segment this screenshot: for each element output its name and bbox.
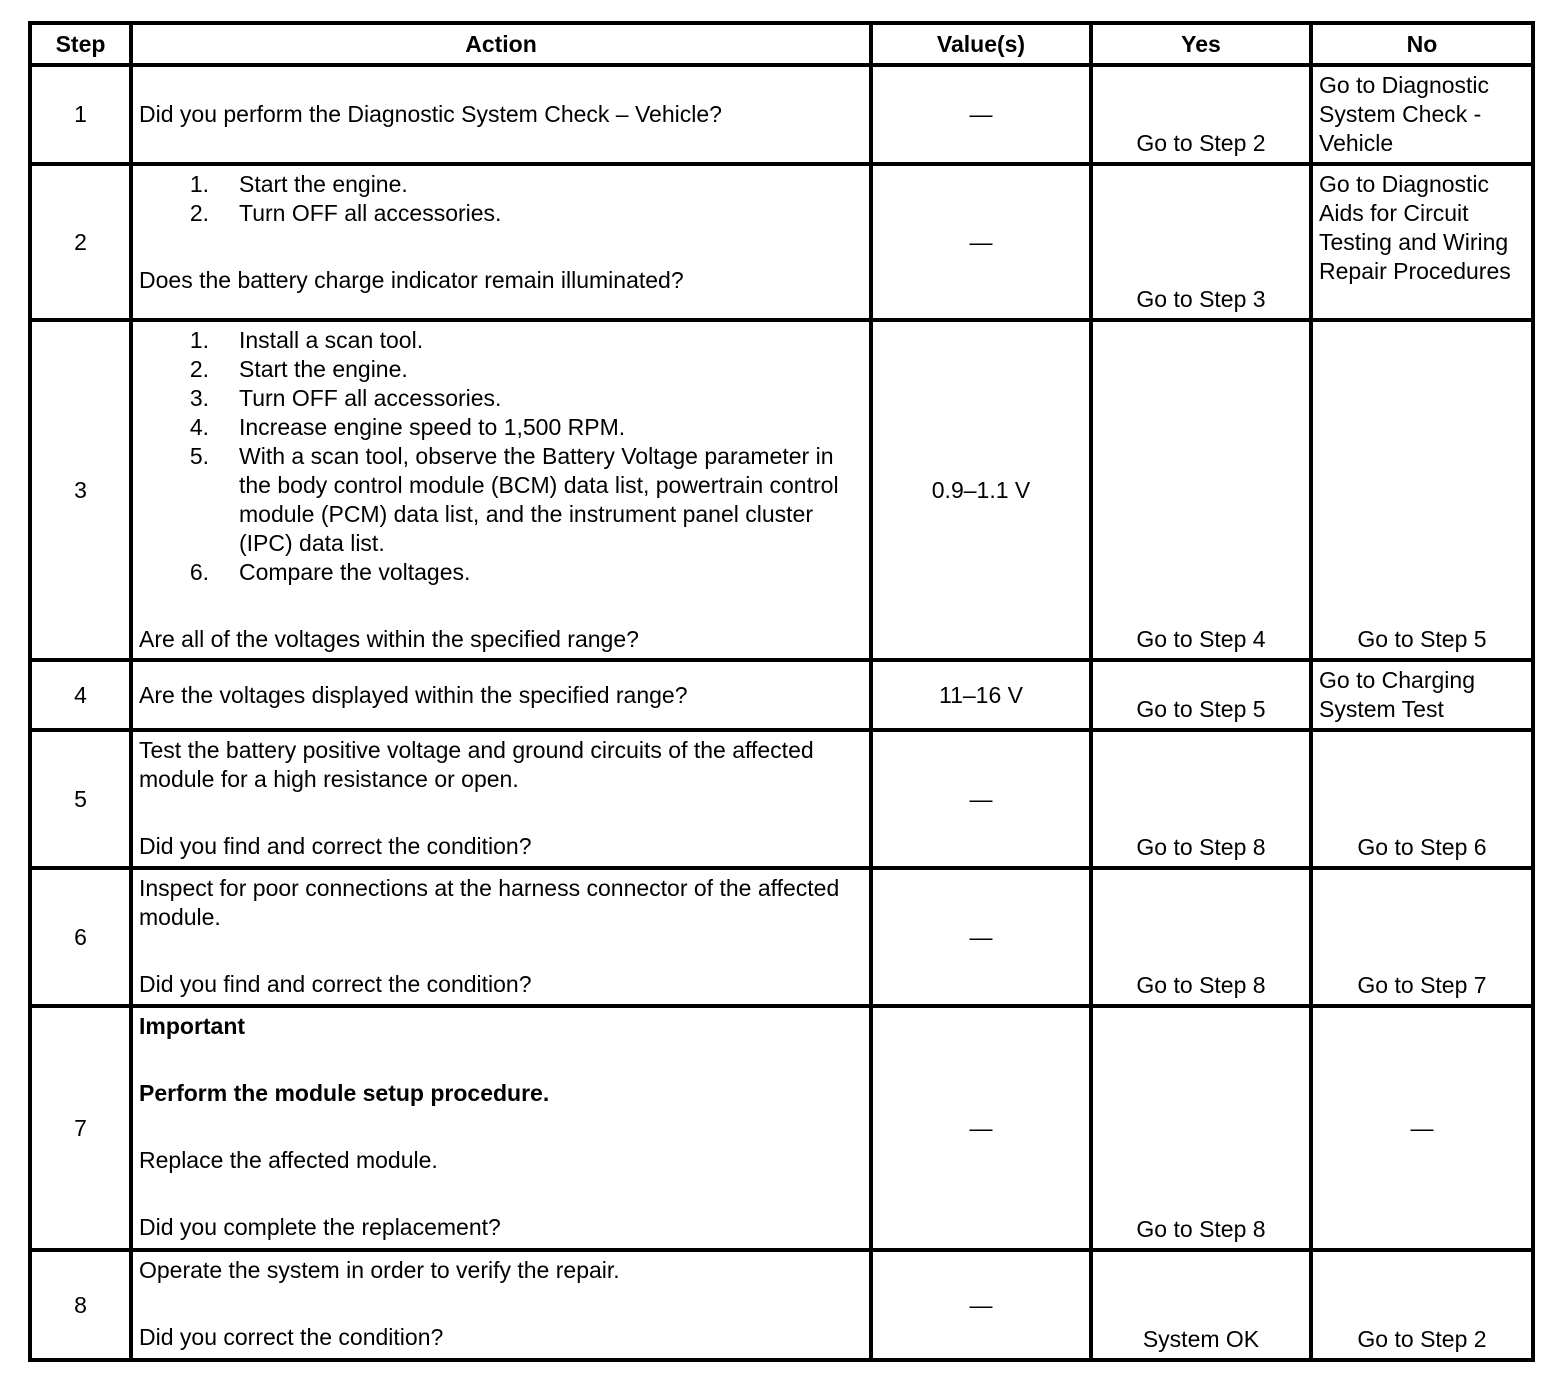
yes-cell: Go to Step 8 [1091,730,1311,868]
step-number: 1 [30,65,131,164]
header-yes: Yes [1091,23,1311,65]
no-cell: Go to Step 2 [1311,1250,1533,1360]
action-question: Does the battery charge indicator remain illuminated? [139,267,684,293]
yes-cell: System OK [1091,1250,1311,1360]
value-cell: — [871,1006,1091,1250]
yes-cell: Go to Step 4 [1091,320,1311,660]
value-cell: — [871,868,1091,1006]
table-row [30,730,1533,868]
yes-cell: Go to Step 8 [1091,868,1311,1006]
action-cell [131,65,871,164]
action-cell [131,868,871,1006]
action-question: Did you complete the replacement? [139,1214,501,1240]
action-cell [131,164,871,320]
action-question: Did you correct the condition? [139,1324,444,1350]
table-row [30,868,1533,1006]
action-text: Test the battery positive voltage and ground circuits of the affected module for a high resistance or open. [139,737,814,792]
header-action: Action [131,23,871,65]
list-item: 4. Increase engine speed to 1,500 RPM. [189,414,626,440]
step-number: 3 [30,320,131,660]
list-item: 2. Turn OFF all accessories. [189,200,502,226]
action-cell [131,320,871,660]
action-text: Inspect for poor connections at the harness connector of the affected module. [139,875,840,930]
list-item: 5. With a scan tool, observe the Battery Voltage parameter in the body control module (BCM) data list, powertrain control module (PCM) data list, and the instrument panel cluster (IPC) data list. [189,443,839,556]
list-item: 3. Turn OFF all accessories. [189,385,502,411]
header-no: No [1311,23,1533,65]
action-cell [131,1250,871,1360]
list-item: 1. Start the engine. [189,171,408,197]
action-steps-list [139,170,863,228]
value-cell: — [871,730,1091,868]
action-text: Operate the system in order to verify the repair. [139,1257,620,1283]
yes-cell: Go to Step 2 [1091,65,1311,164]
value-cell: — [871,1250,1091,1360]
table-row [30,1006,1533,1250]
important-label: Important [139,1013,246,1039]
value-cell: — [871,164,1091,320]
no-cell: Go to Diagnostic Aids for Circuit Testing and Wiring Repair Procedures [1311,164,1533,320]
yes-cell: Go to Step 5 [1091,660,1311,730]
no-cell: Go to Step 6 [1311,730,1533,868]
header-values: Value(s) [871,23,1091,65]
no-cell: Go to Charging System Test [1311,660,1533,730]
step-number: 8 [30,1250,131,1360]
value-cell: — [871,65,1091,164]
step-number: 4 [30,660,131,730]
table-row [30,660,1533,730]
action-cell [131,730,871,868]
header-row [30,23,1533,65]
header-step: Step [30,23,131,65]
yes-cell: Go to Step 8 [1091,1006,1311,1250]
diagnostic-table [28,21,1535,1362]
no-cell: Go to Step 5 [1311,320,1533,660]
action-text: Replace the affected module. [139,1147,438,1173]
list-item: 2. Start the engine. [189,356,408,382]
action-steps-list [139,326,863,587]
action-question: Are all of the voltages within the specified range? [139,626,639,652]
value-cell: 11–16 V [871,660,1091,730]
action-cell [131,1006,871,1250]
value-cell: 0.9–1.1 V [871,320,1091,660]
step-number: 5 [30,730,131,868]
list-item: 1. Install a scan tool. [189,327,424,353]
yes-cell: Go to Step 3 [1091,164,1311,320]
important-text: Perform the module setup procedure. [139,1080,550,1106]
step-number: 6 [30,868,131,1006]
table-row [30,320,1533,660]
table-row [30,164,1533,320]
action-question: Did you perform the Diagnostic System Check – Vehicle? [139,101,722,127]
table-row [30,65,1533,164]
no-cell: Go to Step 7 [1311,868,1533,1006]
action-cell [131,660,871,730]
action-question: Did you find and correct the condition? [139,971,532,997]
list-item: 6. Compare the voltages. [189,559,471,585]
no-cell: Go to Diagnostic System Check - Vehicle [1311,65,1533,164]
step-number: 2 [30,164,131,320]
action-question: Did you find and correct the condition? [139,833,532,859]
step-number: 7 [30,1006,131,1250]
table-row [30,1250,1533,1360]
action-question: Are the voltages displayed within the specified range? [139,681,688,708]
no-cell: — [1311,1006,1533,1250]
